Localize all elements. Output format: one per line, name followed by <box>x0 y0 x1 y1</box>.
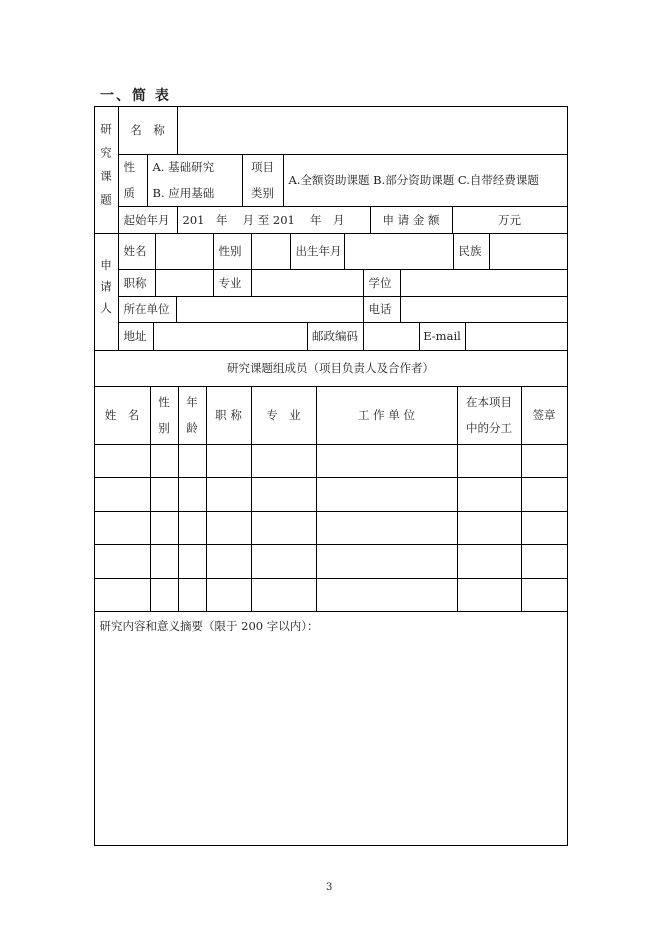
email-field[interactable] <box>465 322 568 351</box>
member-cell[interactable] <box>178 477 207 512</box>
member-column-header-text: 职 称 <box>215 408 242 422</box>
start-label: 起始年月 <box>118 206 178 234</box>
category-label-2: 类别 <box>251 186 274 200</box>
member-column-header <box>316 386 458 445</box>
amount-field[interactable]: 万元 <box>452 206 568 234</box>
member-column-header <box>521 386 568 445</box>
member-cell[interactable] <box>521 477 568 512</box>
member-column-header <box>94 386 151 445</box>
applicant-side-label <box>94 233 119 351</box>
member-cell[interactable] <box>150 444 179 478</box>
applicant-name-field[interactable] <box>155 233 214 270</box>
member-column-header-text: 工 作 单 位 <box>358 408 415 422</box>
postcode-field[interactable] <box>363 322 420 351</box>
member-cell[interactable] <box>457 444 522 478</box>
category-options[interactable]: A.全额资助课题 B.部分资助课题 C.自带经费课题 <box>283 154 568 207</box>
member-cell[interactable] <box>521 544 568 579</box>
member-cell[interactable] <box>521 578 568 612</box>
member-cell[interactable] <box>150 578 179 612</box>
member-cell[interactable] <box>521 444 568 478</box>
member-cell[interactable] <box>457 544 522 579</box>
member-cell[interactable] <box>150 511 179 545</box>
member-column-header <box>150 386 179 445</box>
topic-side-label <box>94 106 119 234</box>
gender-label: 性别 <box>213 233 252 270</box>
phone-field[interactable] <box>400 296 568 323</box>
member-column-header-text: 签章 <box>532 408 556 422</box>
member-cell[interactable] <box>206 578 252 612</box>
member-column-header <box>206 386 252 445</box>
nature-option-a[interactable]: A. 基础研究 <box>152 160 215 174</box>
member-cell[interactable] <box>94 477 151 512</box>
postcode-label: 邮政编码 <box>307 322 364 351</box>
amount-label: 申 请 金 额 <box>370 206 453 234</box>
gender-field[interactable] <box>251 233 291 270</box>
phone-label: 电话 <box>363 296 401 323</box>
category-label <box>242 154 284 207</box>
member-column-header <box>251 386 317 445</box>
member-cell[interactable] <box>150 477 179 512</box>
member-cell[interactable] <box>94 444 151 478</box>
member-cell[interactable] <box>178 444 207 478</box>
member-cell[interactable] <box>251 477 317 512</box>
unit-label: 所在单位 <box>118 296 177 323</box>
member-cell[interactable] <box>206 511 252 545</box>
member-cell[interactable] <box>178 544 207 579</box>
major-label: 专业 <box>213 269 252 297</box>
email-label: E-mail <box>419 322 466 351</box>
birth-label: 出生年月 <box>290 233 345 270</box>
members-heading: 研究课题组成员（项目负责人及合作者） <box>94 350 568 387</box>
member-cell[interactable] <box>150 544 179 579</box>
member-column-header-text: 姓 名 <box>104 408 140 422</box>
member-cell[interactable] <box>94 578 151 612</box>
member-cell[interactable] <box>206 544 252 579</box>
member-cell[interactable] <box>316 578 458 612</box>
category-label-1: 项目 <box>251 160 274 174</box>
start-field[interactable]: 201 年 月 至 201 年 月 <box>177 206 371 234</box>
summary-field[interactable] <box>94 611 568 846</box>
member-column-header-text: 性别 <box>158 395 170 435</box>
member-cell[interactable] <box>316 544 458 579</box>
member-cell[interactable] <box>316 444 458 478</box>
member-cell[interactable] <box>94 511 151 545</box>
name-field[interactable] <box>177 106 568 155</box>
address-field[interactable] <box>153 322 308 351</box>
unit-field[interactable] <box>176 296 364 323</box>
member-cell[interactable] <box>457 477 522 512</box>
member-cell[interactable] <box>316 477 458 512</box>
member-column-header-text: 专 业 <box>266 408 301 422</box>
nature-label-1: 性 <box>123 160 135 174</box>
topic-side-text: 研究课题 <box>99 122 113 217</box>
member-cell[interactable] <box>94 544 151 579</box>
ethnicity-field[interactable] <box>489 233 568 270</box>
major-field[interactable] <box>251 269 364 297</box>
ethnicity-label: 民族 <box>453 233 490 270</box>
address-label: 地址 <box>118 322 154 351</box>
member-cell[interactable] <box>457 511 522 545</box>
member-column-header-text: 在本项目中的分工 <box>466 395 512 435</box>
nature-options[interactable] <box>147 154 243 207</box>
nature-option-b[interactable]: B. 应用基础 <box>152 186 215 200</box>
member-cell[interactable] <box>316 511 458 545</box>
member-cell[interactable] <box>457 578 522 612</box>
birth-field[interactable] <box>344 233 454 270</box>
member-cell[interactable] <box>251 444 317 478</box>
summary-label: 研究内容和意义摘要（限于 200 字以内）： <box>99 618 319 633</box>
member-cell[interactable] <box>206 444 252 478</box>
member-cell[interactable] <box>521 511 568 545</box>
applicant-name-label: 姓名 <box>118 233 156 270</box>
degree-field[interactable] <box>400 269 568 297</box>
member-column-header-text: 年龄 <box>186 395 198 435</box>
applicant-side-text: 申请人 <box>99 259 113 324</box>
member-cell[interactable] <box>206 477 252 512</box>
title-field[interactable] <box>155 269 214 297</box>
nature-label <box>118 154 148 207</box>
page-number: 3 <box>326 882 333 893</box>
nature-label-2: 质 <box>123 186 135 200</box>
name-label: 名 称 <box>118 106 178 155</box>
member-cell[interactable] <box>251 544 317 579</box>
member-cell[interactable] <box>251 578 317 612</box>
member-cell[interactable] <box>251 511 317 545</box>
degree-label: 学位 <box>363 269 401 297</box>
member-cell[interactable] <box>178 578 207 612</box>
section-title: 一、简 表 <box>100 88 171 104</box>
member-cell[interactable] <box>178 511 207 545</box>
title-label: 职称 <box>118 269 156 297</box>
member-column-header <box>178 386 207 445</box>
member-column-header <box>457 386 522 445</box>
